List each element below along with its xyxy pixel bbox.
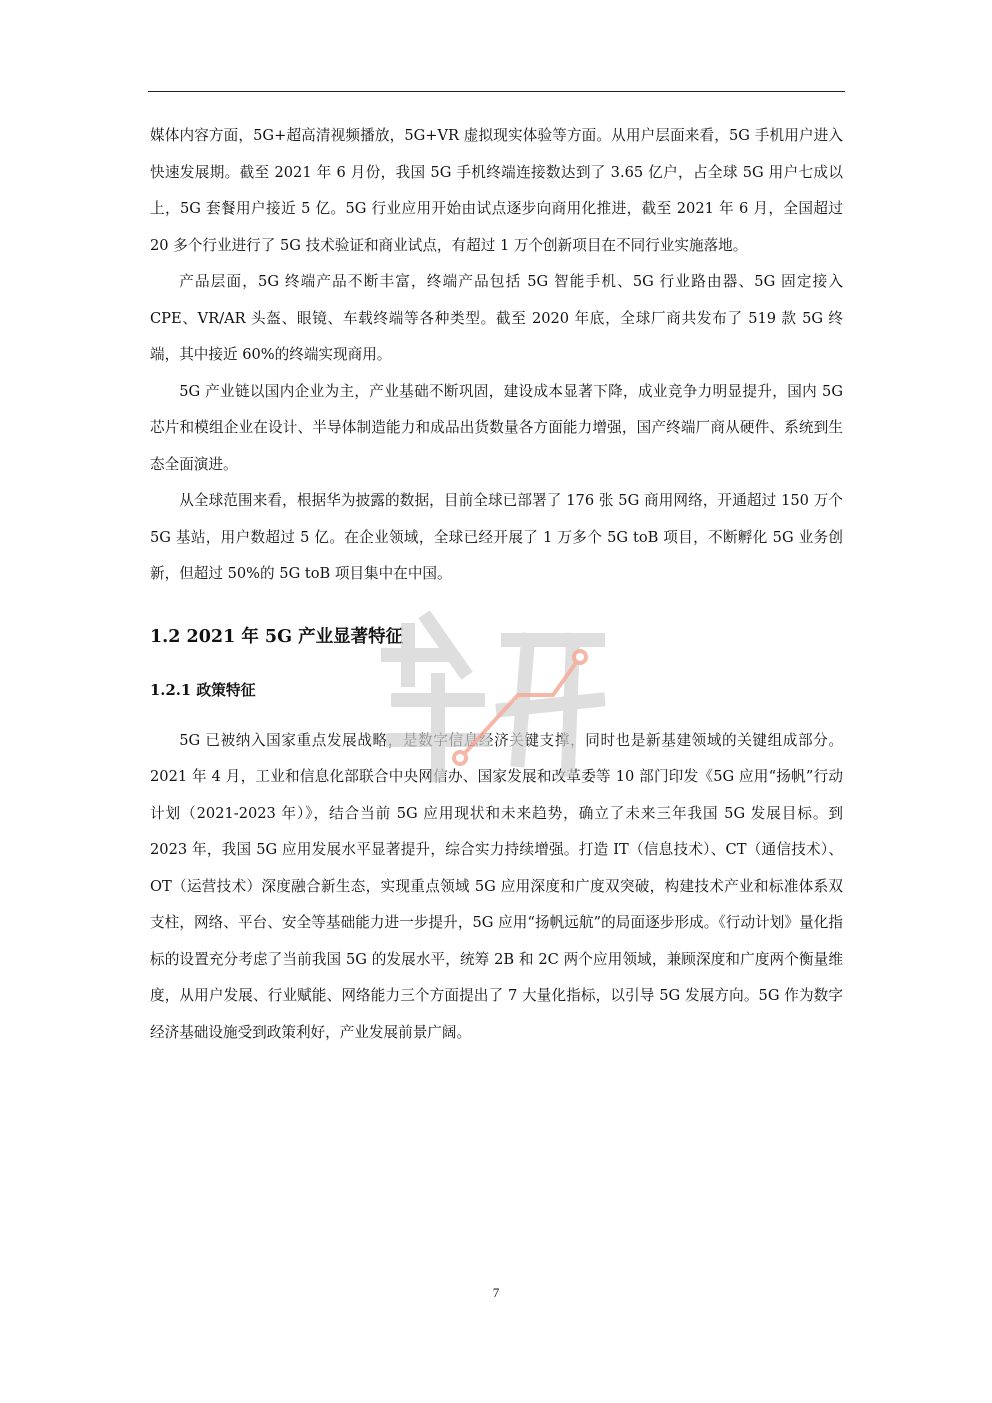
page-number: 7 (492, 1285, 500, 1300)
paragraph-global-scope: 从全球范围来看，根据华为披露的数据，目前全球已部署了 176 张 5G 商用网络，开通超过 150 万个 5G 基站，用户数超过 5 亿。在企业领域，全球已经开展了 1 万多个 5G toB 项目，不断孵化 5G 业务创新，但超过 50%的 5G toB 项目集中在中国。 (150, 492, 843, 582)
subsection-heading: 1.2.1 政策特征 (150, 681, 256, 699)
page-body (150, 118, 843, 1051)
paragraph-product-level: 产品层面，5G 终端产品不断丰富，终端产品包括 5G 智能手机、5G 行业路由器、5G 固定接入 CPE、VR/AR 头盔、眼镜、车载终端等各种类型。截至 2020 年底，全球厂商共发布了 519 款 5G 终端，其中接近 60%的终端实现商用。 (150, 273, 843, 363)
paragraph-policy: 5G 已被纳入国家重点发展战略，是数字信息经济关键支撑，同时也是新基建领域的关键组成部分。2021 年 4 月，工业和信息化部联合中央网信办、国家发展和改革委等 10 部门印发《5G 应用“扬帆”行动计划（2021-2023 年）》，结合当前 5G 应用现状和未来趋势，确立了未来三年我国 5G 发展目标。到 2023 年，我国 5G 应用发展水平显著提升，综合实力持续增强。打造 IT（信息技术）、CT（通信技术）、OT（运营技术）深度融合新生态，实现重点领域 5G 应用深度和广度双突破，构建技术产业和标准体系双支柱，网络、平台、安全等基础能力进一步提升，5G 应用“扬帆远航”的局面逐步形成。《行动计划》量化指标的设置充分考虑了当前我国 5G 的发展水平，统筹 2B 和 2C 两个应用领域，兼顾深度和广度两个衡量维度，从用户发展、行业赋能、网络能力三个方面提出了 7 大量化指标，以引导 5G 发展方向。5G 作为数字经济基础设施受到政策利好，产业发展前景广阔。 (150, 731, 843, 1041)
section-heading: 1.2 2021 年 5G 产业显著特征 (150, 626, 404, 647)
header-rule (148, 91, 845, 92)
watermark-logo-icon (368, 600, 628, 790)
paragraph-media-content: 媒体内容方面，5G+超高清视频播放，5G+VR 虚拟现实体验等方面。从用户层面来看，5G 手机用户进入快速发展期。截至 2021 年 6 月份，我国 5G 手机终端连接数达到了 3.65 亿户，占全球 5G 用户七成以上，5G 套餐用户接近 5 亿。5G 行业应用开始由试点逐步向商用化推进，截至 2021 年 6 月，全国超过 20 多个行业进行了 5G 技术验证和商业试点，有超过 1 万个创新项目在不同行业实施落地。 (150, 127, 843, 254)
paragraph-industry-chain: 5G 产业链以国内企业为主，产业基础不断巩固，建设成本显著下降，成业竞争力明显提升，国内 5G 芯片和模组企业在设计、半导体制造能力和成品出货数量各方面能力增强，国产终端厂商从硬件、系统到生态全面演进。 (150, 382, 843, 473)
